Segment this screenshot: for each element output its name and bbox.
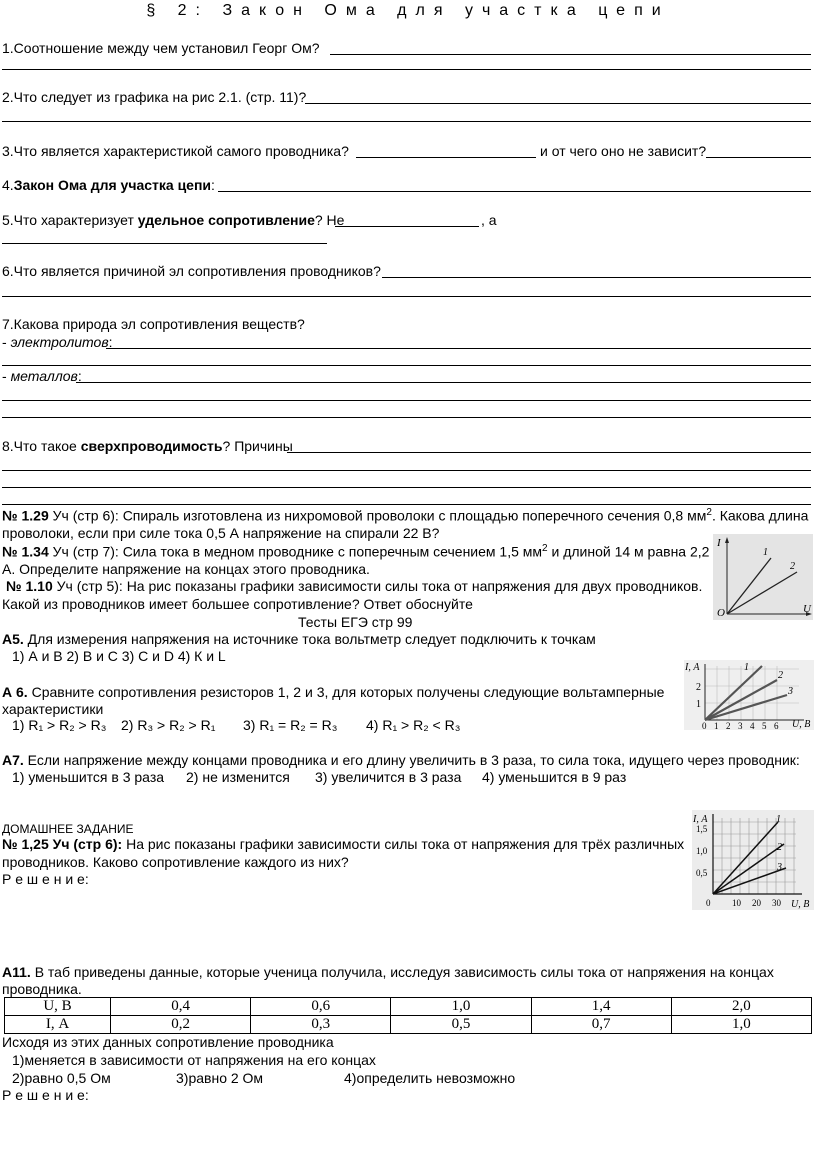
answer-line[interactable] [706,157,811,158]
iv-graph-three-lines [684,660,814,730]
answer-line[interactable] [305,103,811,104]
question-5-tail: , а [481,212,497,228]
table-cell: 0,2 [111,1016,251,1034]
x-tick: 3 [738,721,743,730]
solution-label: Р е ш е н и е: [2,871,89,887]
problem-1-25-line2: проводников. Каково сопротивление каждого из них? [2,854,349,870]
problem-1-29: № 1.29 Уч (стр 6): Спираль изготовлена из нихромовой проволоки с площадью поперечного сечения 0,8 $мм^2$. Какова длина [2,507,809,524]
y-axis-label: I, А [685,662,700,673]
problem-1-34-line2: А. Определите напряжение на концах этого проводника. [2,561,370,577]
answer-line[interactable] [2,296,811,297]
table-cell: 0,3 [251,1016,391,1034]
answer-line[interactable] [218,191,811,192]
table-cell: 0,7 [531,1016,671,1034]
tests-header: Тесты ЕГЭ стр 99 [298,614,413,630]
page-title: § 2: Закон Ома для участка цепи [146,2,670,19]
table-header-u: U, В [5,998,111,1016]
y-tick: 1,0 [696,846,708,856]
x-tick: 5 [762,721,767,730]
question-a11-line2: проводника. [2,981,82,997]
question-6: 6.Что является причиной эл сопротивления проводников? [2,263,381,279]
answer-line[interactable] [2,243,327,244]
x-tick: 20 [752,898,761,908]
x-tick: 2 [726,721,731,730]
table-cell: 1,4 [531,998,671,1016]
figure-three-conductors [692,810,814,910]
x-tick: 1 [714,721,719,730]
a6-option-4: 4) R₁ > R₂ < R₃ [366,717,461,733]
y-axis-label: I [717,537,721,549]
line-3-label: 3 [777,862,782,873]
question-a11: А11. В таб приведены данные, которые ученица получила, исследуя зависимость силы тока от напряжения на концах [2,964,774,980]
question-1: 1.Соотношение между чем установил Георг Ом? [2,40,320,56]
a7-option-4: 4) уменьшится в 9 раз [482,769,627,785]
metals-label: - металлов: [2,368,82,384]
y-tick: 2 [696,682,701,693]
answer-line[interactable] [382,277,811,278]
x-tick: 6 [774,721,779,730]
answer-line[interactable] [76,382,811,383]
x-axis-label: U, В [792,719,811,730]
question-a7: А7. Если напряжение между концами проводника и его длину увеличить в 3 раза, то сила тока, идущего через проводник: [2,752,800,768]
problem-1-34: № 1.34 Уч (стр 7): Сила тока в медном проводнике с поперечным сечением 1,5 $мм^2$ и длиной 14 м равна 2,2 [2,543,710,560]
figure-three-resistors [684,660,814,730]
a11-option-4: 4)определить невозможно [344,1070,516,1086]
question-a6-line2: характеристики [2,701,104,717]
problem-1-10: № 1.10 Уч (стр 5): На рис показаны графики зависимости силы тока от напряжения для двух проводников. [6,578,703,594]
answer-line[interactable] [2,487,811,488]
question-5: 5.Что характеризует удельное сопротивление? Не [2,212,345,228]
a11-option-3: 3)равно 2 Ом [176,1070,264,1086]
question-a5: А5. Для измерения напряжения на источнике тока вольтметр следует подключить к точкам [2,631,596,647]
question-3: 3.Что является характеристикой самого проводника? [2,143,349,159]
question-7: 7.Какова природа эл сопротивления веществ? [2,316,305,332]
y-tick: 1 [696,699,701,710]
table-cell: 1,0 [391,998,531,1016]
answer-line[interactable] [2,417,811,418]
question-2: 2.Что следует из графика на рис 2.1. (стр. 11)? [2,89,307,105]
answer-line[interactable] [2,470,811,471]
answer-line[interactable] [287,452,811,453]
a7-option-1: 1) уменьшится в 3 раза [12,769,165,785]
question-4: 4.Закон Ома для участка цепи: [2,177,215,193]
x-axis-label: U, В [791,899,810,910]
problem-1-25: № 1,25 Уч (стр 6): На рис показаны графики зависимости силы тока от напряжения для трёх различных [2,836,685,852]
answer-line[interactable] [356,157,536,158]
question-8: 8.Что такое сверхпроводимость? Причины [2,438,293,454]
line-2-label: 2 [790,561,795,572]
table-cell: 2,0 [671,998,811,1016]
a6-option-3: 3) R₁ = R₂ = R₃ [243,717,338,733]
a7-option-2: 2) не изменится [186,769,290,785]
table-header-i: I, А [5,1016,111,1034]
figure-two-conductors [713,534,813,620]
problem-1-10-line2: Какой из проводников имеет большее сопротивление? Ответ обоснуйте [2,596,473,612]
x-tick: 0 [706,898,711,908]
a6-option-1: 1) R₁ > R₂ > R₃ [12,717,107,733]
answer-line[interactable] [106,348,811,349]
answer-line[interactable] [2,365,811,366]
line-2-label: 2 [777,842,782,853]
a7-option-3: 3) увеличится в 3 раза [315,769,462,785]
y-axis-label: I, А [693,814,708,825]
data-table [4,997,812,1034]
answer-line[interactable] [2,121,811,122]
x-axis-label: U [803,603,811,615]
line-1-label: 1 [776,814,781,825]
a5-options: 1) А и В 2) В и С 3) С и D 4) К и L [12,648,226,664]
a11-question-text: Исходя из этих данных сопротивление проводника [2,1034,334,1050]
answer-line[interactable] [2,504,811,505]
a11-option-2: 2)равно 0,5 Ом [12,1070,111,1086]
iv-graph-two-lines [713,534,813,620]
table-row [5,1016,812,1034]
electrolytes-label: - электролитов: [2,334,113,350]
solution-label: Р е ш е н и е: [2,1087,89,1103]
answer-line[interactable] [335,226,479,227]
x-tick: 0 [702,721,707,730]
homework-heading: ДОМАШНЕЕ ЗАДАНИЕ [2,822,134,836]
question-3-part-2: и от чего оно не зависит? [540,143,707,159]
iv-graph-homework [692,810,814,910]
table-row [5,998,812,1016]
table-cell: 0,5 [391,1016,531,1034]
x-tick: 10 [732,898,741,908]
answer-line[interactable] [2,69,811,70]
y-tick: 1,5 [696,824,708,834]
table-cell: 1,0 [671,1016,811,1034]
line-3-label: 3 [788,686,793,697]
line-1-label: 1 [744,662,749,673]
x-tick: 30 [772,898,781,908]
y-tick: 0,5 [696,868,708,878]
line-2-label: 2 [778,670,783,681]
answer-line[interactable] [330,54,811,55]
x-tick: 4 [750,721,755,730]
problem-1-29-line2: проволоки, если при силе тока 0,5 А напряжение на спирали 22 В? [2,525,440,541]
question-a6: А 6. Сравните сопротивления резисторов 1, 2 и 3, для которых получены следующие вольтамперные [2,684,665,700]
table-cell: 0,4 [111,998,251,1016]
a11-option-1: 1)меняется в зависимости от напряжения на его концах [12,1052,376,1068]
origin-label: O [717,607,725,619]
table-cell: 0,6 [251,998,391,1016]
line-1-label: 1 [763,547,768,558]
answer-line[interactable] [2,400,811,401]
a6-option-2: 2) R₃ > R₂ > R₁ [121,717,216,733]
